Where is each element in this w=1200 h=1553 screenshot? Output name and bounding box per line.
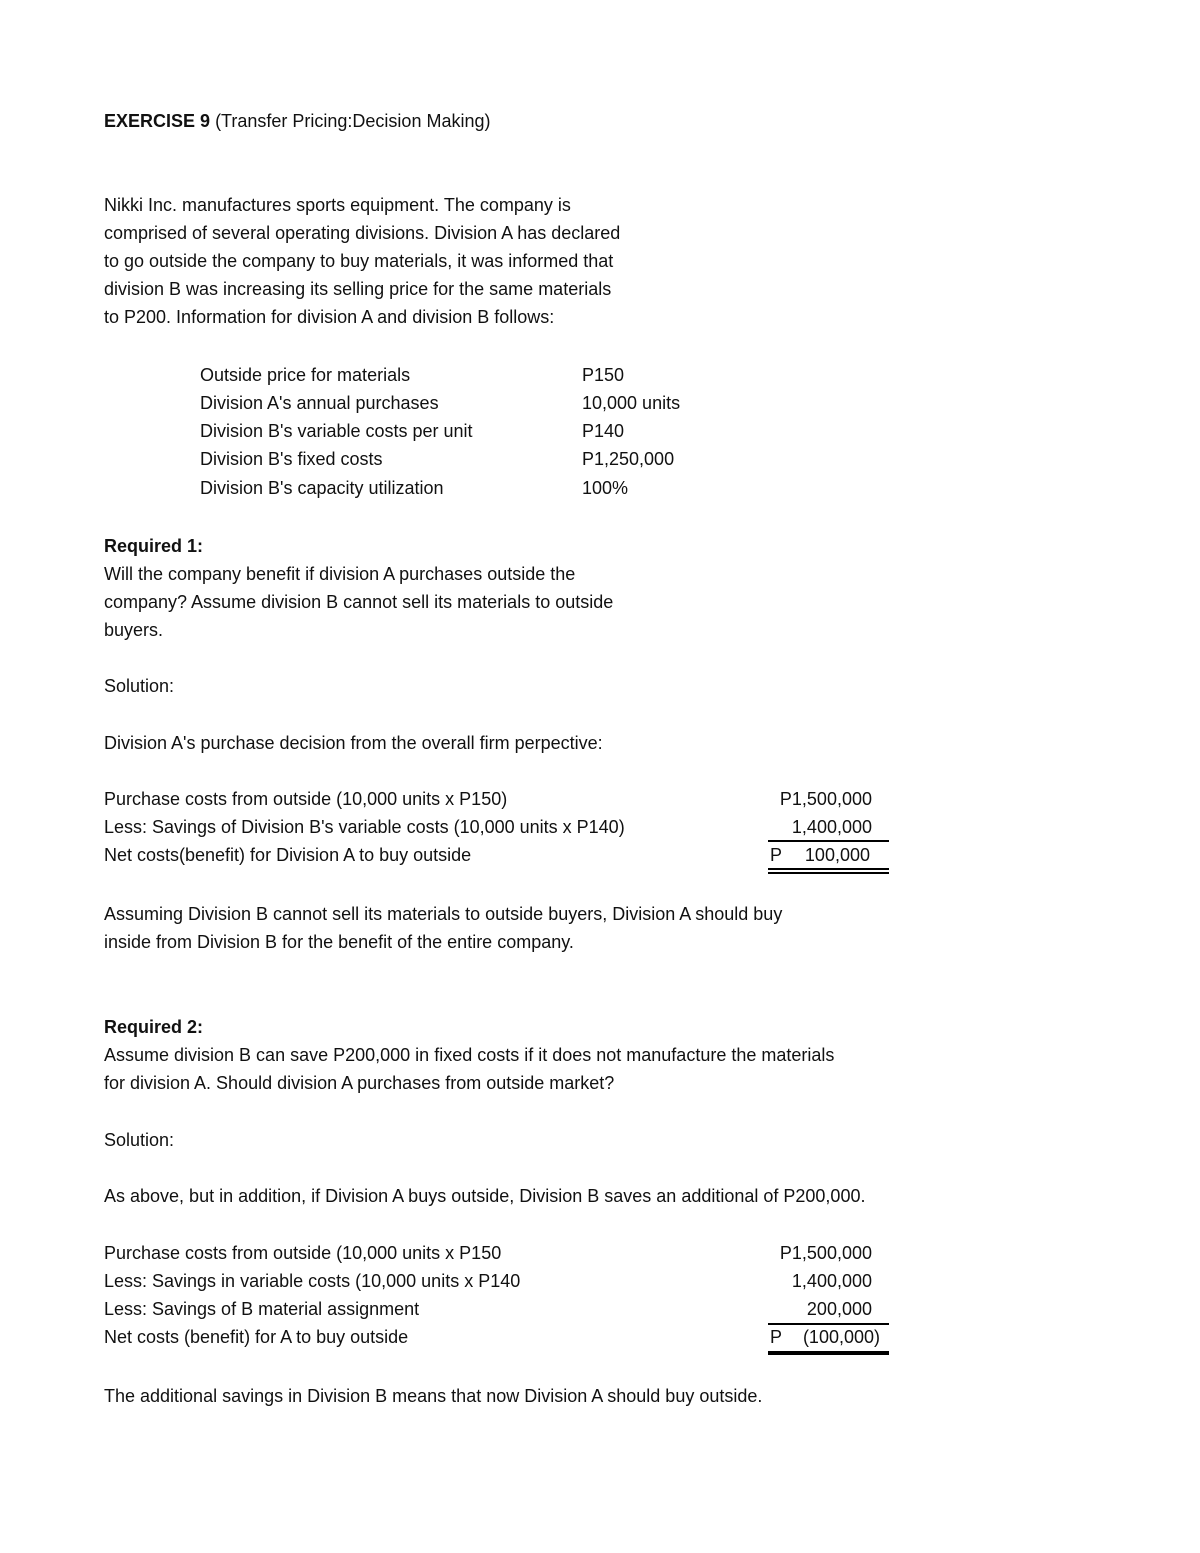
required-1-heading: Required 1: (104, 536, 204, 556)
double-rule-top (768, 868, 889, 870)
currency-symbol: P (770, 845, 783, 865)
intro-line: Nikki Inc. manufactures sports equipment. The company is (104, 195, 571, 215)
intro-line: comprised of several operating divisions. Division A has declared (104, 223, 621, 243)
intro-line: to P200. Information for division A and division B follows: (104, 307, 555, 327)
currency-symbol: P (770, 1327, 783, 1347)
solution-1-label: Solution: (104, 676, 175, 696)
calc-2-net-amount (770, 1323, 880, 1351)
calc-1-net-label: Net costs(benefit) for Division A to buy outside (104, 845, 472, 865)
calc-1-amount: P1,500,000 (779, 789, 872, 809)
intro-line: division B was increasing its selling price for the same materials (104, 279, 612, 299)
info-value: P140 (582, 421, 625, 441)
conclusion-1 (104, 900, 782, 956)
solution-1-subheading: Division A's purchase decision from the overall firm perpective: (104, 733, 603, 753)
info-label: Division A's annual purchases (200, 393, 439, 413)
info-label: Outside price for materials (200, 365, 411, 385)
required-2-section (104, 1013, 834, 1097)
calc-1-label: Purchase costs from outside (10,000 units x P150) (104, 789, 508, 809)
info-value: P1,250,000 (582, 449, 675, 469)
intro-paragraph (104, 191, 620, 331)
info-label: Division B's variable costs per unit (200, 421, 473, 441)
required-2-heading: Required 2: (104, 1017, 204, 1037)
info-value: 100% (582, 478, 629, 498)
required-2-line: for division A. Should division A purchases from outside market? (104, 1073, 615, 1093)
required-1-line: company? Assume division B cannot sell its materials to outside (104, 592, 614, 612)
info-label: Division B's capacity utilization (200, 478, 444, 498)
calc-2-label: Less: Savings of B material assignment (104, 1299, 420, 1319)
solution-2-label: Solution: (104, 1130, 175, 1150)
calc-1-label: Less: Savings of Division B's variable costs (10,000 units x P140) (104, 817, 625, 837)
info-value: 10,000 units (582, 393, 681, 413)
exercise-title (104, 107, 490, 135)
info-label: Division B's fixed costs (200, 449, 383, 469)
total-rule (768, 1351, 889, 1355)
calc-1-net-amount (770, 841, 880, 869)
calc-2-label: Purchase costs from outside (10,000 units x P150 (104, 1243, 502, 1263)
exercise-number: EXERCISE 9 (104, 111, 211, 131)
required-1-line: Will the company benefit if division A purchases outside the (104, 564, 576, 584)
calc-1-amount: 1,400,000 (791, 817, 872, 837)
required-1-section (104, 532, 613, 644)
calc-2-amount: P1,500,000 (779, 1243, 872, 1263)
solution-2-subheading: As above, but in addition, if Division A buys outside, Division B saves an additional of P200,000. (104, 1186, 866, 1206)
calc-2-amount: 1,400,000 (791, 1271, 872, 1291)
exercise-topic: (Transfer Pricing:Decision Making) (215, 111, 491, 131)
double-rule-bottom (768, 872, 889, 874)
required-2-line: Assume division B can save P200,000 in fixed costs if it does not manufacture the materials (104, 1045, 835, 1065)
conclusion-1-line: Assuming Division B cannot sell its materials to outside buyers, Division A should buy (104, 904, 783, 924)
calc-2-net-label: Net costs (benefit) for A to buy outside (104, 1327, 409, 1347)
intro-line: to go outside the company to buy materials, it was informed that (104, 251, 614, 271)
calc-2-label: Less: Savings in variable costs (10,000 units x P140 (104, 1271, 521, 1291)
required-1-line: buyers. (104, 620, 164, 640)
info-value: P150 (582, 365, 625, 385)
conclusion-1-line: inside from Division B for the benefit of the entire company. (104, 932, 574, 952)
net-value: 100,000 (804, 845, 870, 865)
net-value: (100,000) (802, 1327, 880, 1347)
calc-2-amount: 200,000 (806, 1299, 872, 1319)
conclusion-2: The additional savings in Division B means that now Division A should buy outside. (104, 1386, 763, 1406)
